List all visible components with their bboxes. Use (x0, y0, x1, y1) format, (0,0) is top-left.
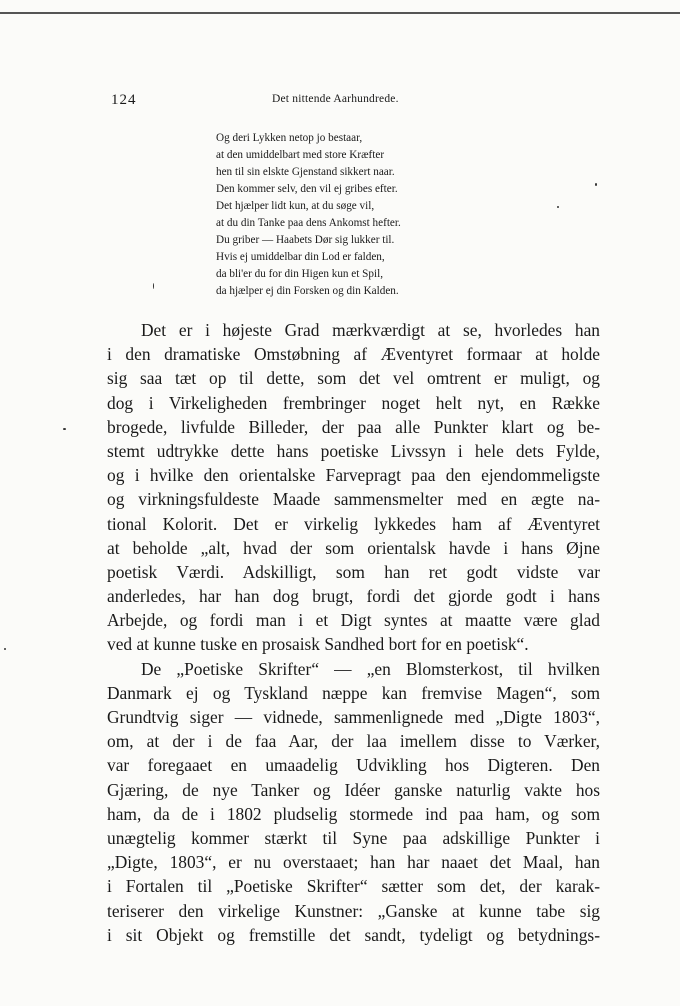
text-line: om, at der i de faa Aar, der laa imellem disse to Værker, (107, 731, 600, 752)
body-text (107, 318, 600, 947)
text-line: De „Poetiske Skrifter“ — „en Blomsterkost, til hvilken (141, 658, 600, 679)
running-title: Det nittende Aarhundrede. (272, 93, 399, 105)
scan-edge-line (0, 12, 680, 14)
text-line: Gjæring, de nye Tanker og Idéer ganske naturlig vakte hos (107, 779, 600, 800)
paragraph-2 (107, 657, 600, 947)
text-line: Danmark ej og Tyskland næppe kan fremvise Magen“, som (107, 682, 600, 703)
text-line: ved at kunne tuske en prosaisk Sandhed bort for en poetisk“. (107, 634, 529, 655)
verse-line: hen til sin elskte Gjenstand sikkert naar. (216, 166, 395, 178)
scan-speck (595, 183, 597, 186)
text-line: anderledes, har han dog brugt, fordi det gjorde godt i hans (107, 586, 600, 607)
text-line: i den dramatiske Omstøbning af Æventyret formaar at holde (107, 344, 600, 365)
text-line: brogede, livfulde Billeder, der paa alle Punkter klart og be- (107, 416, 600, 437)
verse-line: Hvis ej umiddelbar din Lod er falden, (216, 251, 385, 263)
text-line: og virkningsfuldeste Maade sammensmelter med en ægte na- (107, 489, 600, 510)
text-line: ham, da de i 1802 pludselig stormede ind paa ham, og som (107, 803, 600, 824)
paragraph-1 (107, 318, 600, 657)
text-line: Arbejde, og fordi man i et Digt syntes at maatte være glad (107, 610, 600, 631)
text-line: i sit Objekt og fremstille det sandt, tydeligt og betydnings- (107, 924, 600, 945)
text-line: tional Kolorit. Det er virkelig lykkedes ham af Æventyret (107, 513, 600, 534)
text-line: at beholde „alt, hvad der som orientalsk havde i hans Øjne (107, 537, 600, 558)
verse-line: at du din Tanke paa dens Ankomst hefter. (216, 217, 401, 229)
text-line: poetisk Værdi. Adskilligt, som han ret godt vidste var (107, 561, 600, 582)
text-line: sig saa tæt op til dette, som det vel omtrent er muligt, og (107, 368, 600, 389)
verse-line: da bli'er du for din Higen kun et Spil, (216, 268, 384, 280)
verse-line: da hjælper ej din Forsken og din Kalden. (216, 285, 399, 297)
text-line: var foregaaet en umaadelig Udvikling hos Digteren. Den (107, 755, 600, 776)
verse-line: Det hjælper lidt kun, at du søge vil, (216, 200, 375, 212)
text-line: dog i Virkeligheden frembringer noget helt nyt, en Række (107, 392, 600, 413)
verse-line: Og deri Lykken netop jo bestaar, (216, 132, 363, 144)
scan-speck (557, 206, 559, 208)
text-line: unægtelig kommer stærkt til Syne paa adskillige Punkter i (107, 827, 600, 848)
verse-quotation (216, 130, 516, 300)
text-line: i Fortalen til „Poetiske Skrifter“ sætter som det, der karak- (107, 876, 600, 897)
text-line: stemt udtrykke dette hans poetiske Livssyn i hele dets Fylde, (107, 440, 600, 461)
text-line: teriserer den virkelige Kunstner: „Ganske at kunne tabe sig (107, 900, 600, 921)
scan-speck (4, 648, 6, 650)
text-line: Grundtvig siger — vidnede, sammenlignede med „Digte 1803“, (107, 707, 600, 727)
verse-line: Den kommer selv, den vil ej gribes efter. (216, 183, 398, 195)
running-head (107, 92, 597, 112)
scan-speck (63, 428, 66, 430)
text-line: „Digte, 1803“, er nu overstaaet; han har naaet det Maal, han (107, 852, 600, 873)
text-line: og i hvilke den orientalske Farvepragt paa den ejendommeligste (107, 465, 600, 486)
page-number: 124 (111, 92, 137, 108)
scan-speck (153, 283, 154, 289)
verse-line: Du griber — Haabets Dør sig lukker til. (216, 234, 395, 246)
text-line: Det er i højeste Grad mærkværdigt at se, hvorledes han (141, 320, 600, 340)
verse-line: at den umiddelbart med store Kræfter (216, 149, 385, 161)
